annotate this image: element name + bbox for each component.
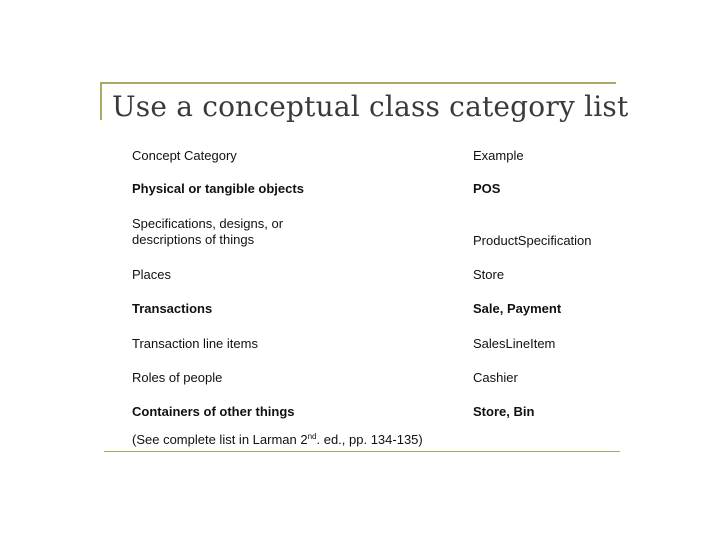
row-example: POS <box>473 181 501 196</box>
note-prefix: (See complete list in Larman 2 <box>132 432 308 447</box>
frame-left-line <box>100 82 102 120</box>
frame-bottom-line <box>104 451 620 452</box>
reference-note <box>132 432 423 447</box>
row-category: Specifications, designs, or descriptions of things <box>132 216 284 247</box>
row-category: Transactions <box>132 301 213 316</box>
slide-title: Use a conceptual class category list <box>112 90 629 123</box>
row-category: Transaction line items <box>132 336 258 351</box>
row-example: Store, Bin <box>473 404 535 419</box>
row-example: ProductSpecification <box>473 233 592 248</box>
row-example: Store <box>473 267 505 282</box>
note-superscript: nd <box>307 432 317 441</box>
header-category: Concept Category <box>132 148 237 163</box>
frame-top-line <box>100 82 616 84</box>
row-category: Containers of other things <box>132 404 295 419</box>
row-example: Sale, Payment <box>473 301 562 316</box>
row-example: SalesLineItem <box>473 336 556 351</box>
row-category: Places <box>132 267 172 282</box>
row-example: Cashier <box>473 370 518 385</box>
row-category: Roles of people <box>132 370 223 385</box>
row-category: Physical or tangible objects <box>132 181 304 196</box>
note-suffix: . ed., pp. 134-135) <box>316 432 423 447</box>
header-example: Example <box>473 148 524 163</box>
